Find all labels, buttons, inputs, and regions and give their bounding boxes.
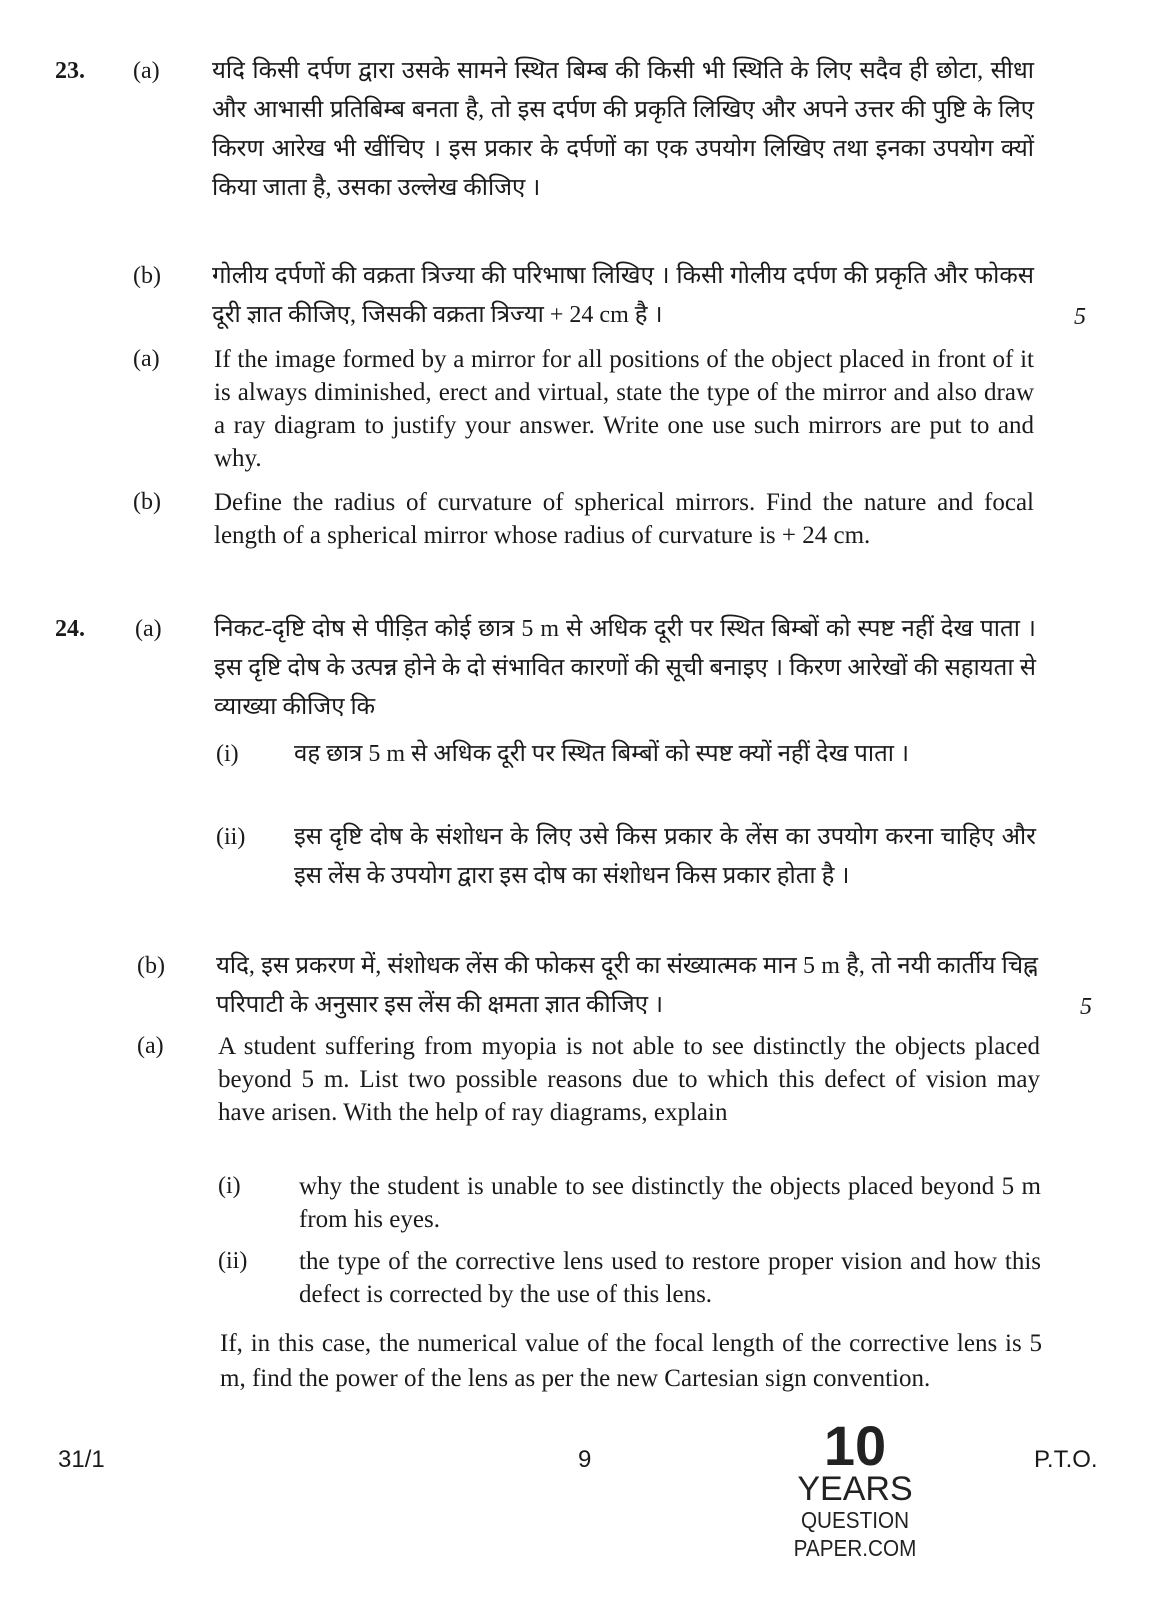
logo-years: YEARS — [797, 1470, 913, 1508]
question-text-english: If, in this case, the numerical value of the focal length of the corrective lens is 5 m, find the power of the lens as per the new Cartesian sign convention. — [220, 1330, 1042, 1392]
page-number: 9 — [578, 1446, 592, 1473]
question-text-english: Define the radius of curvature of spherical mirrors. Find the nature and focal length of a spherical mirror whose radius of curvature is + 24 cm. — [214, 489, 1034, 549]
question-text-english: why the student is unable to see distinctly the objects placed beyond 5 m from his eyes. — [299, 1173, 1041, 1233]
sub-part-label: (i) — [216, 741, 239, 767]
question-text-english: A student suffering from myopia is not able to see distinctly the objects placed beyond 5 m. List two possible reasons due to which this defect of vision may have arisen. With the help of ray diagrams, explain — [218, 1033, 1040, 1126]
logo-number: 10 — [823, 1414, 887, 1477]
part-label: (a) — [135, 616, 162, 642]
site-logo — [740, 1414, 970, 1562]
part-label: (a) — [137, 1033, 164, 1059]
part-label: (a) — [133, 346, 160, 372]
question-text-english: the type of the corrective lens used to restore proper vision and how this defect is corrected by the use of this lens. — [299, 1248, 1041, 1308]
question-text-hindi: यदि, इस प्रकरण में, संशोधक लेंस की फोकस दूरी का संख्यात्मक मान 5 m है, तो नयी कार्तीय चिह्न परिपाटी के अनुसार इस लेंस की क्षमता ज्ञात कीजिए । — [216, 953, 1038, 1018]
question-text-hindi: वह छात्र 5 m से अधिक दूरी पर स्थित बिम्बों को स्पष्ट क्यों नहीं देख पाता । — [294, 741, 910, 767]
question-number: 23. — [55, 58, 85, 84]
question-text-hindi: यदि किसी दर्पण द्वारा उसके सामने स्थित बिम्ब की किसी भी स्थिति के लिए सदैव ही छोटा, सीधा और आभासी प्रतिबिम्ब बनता है, तो इस दर्पण की प्रकृति लिखिए और अपने उत्तर की पुष्टि के लिए किरण आरेख भी खींचिए । इस प्रकार के दर्पणों का एक उपयोग लिखिए तथा इनका उपयोग क्यों किया जाता है, उसका उल्लेख कीजिए । — [212, 58, 1034, 201]
marks: 5 — [1080, 994, 1092, 1020]
part-label: (b) — [137, 953, 165, 979]
marks: 5 — [1074, 304, 1086, 330]
paper-code: 31/1 — [58, 1446, 105, 1473]
question-text-hindi: इस दृष्टि दोष के संशोधन के लिए उसे किस प्रकार के लेंस का उपयोग करना चाहिए और इस लेंस के उपयोग द्वारा इस दोष का संशोधन किस प्रकार होता है । — [294, 824, 1036, 889]
question-text-hindi: निकट-दृष्टि दोष से पीड़ित कोई छात्र 5 m से अधिक दूरी पर स्थित बिम्बों को स्पष्ट नहीं देख पाता । इस दृष्टि दोष के उत्पन्न होने के दो संभावित कारणों की सूची बनाइए । किरण आरेखों की सहायता से व्याख्या कीजिए कि — [214, 616, 1036, 720]
pto-label: P.T.O. — [1034, 1446, 1098, 1473]
sub-part-label: (i) — [218, 1173, 241, 1199]
logo-site: QUESTION PAPER.COM — [793, 1507, 917, 1561]
sub-part-label: (ii) — [218, 1248, 248, 1274]
part-label: (b) — [133, 263, 161, 289]
question-text-english: If the image formed by a mirror for all positions of the object placed in front of it is always diminished, erect and virtual, state the type of the mirror and also draw a ray diagram to justify your answer. Write one use such mirrors are put to and why. — [214, 346, 1034, 472]
part-label: (a) — [133, 58, 160, 84]
question-text-hindi: गोलीय दर्पणों की वक्रता त्रिज्या की परिभाषा लिखिए । किसी गोलीय दर्पण की प्रकृति और फोकस दूरी ज्ञात कीजिए, जिसकी वक्रता त्रिज्या + 24 cm है । — [212, 263, 1034, 328]
question-number: 24. — [55, 616, 85, 642]
sub-part-label: (ii) — [216, 824, 246, 850]
part-label: (b) — [133, 489, 161, 515]
